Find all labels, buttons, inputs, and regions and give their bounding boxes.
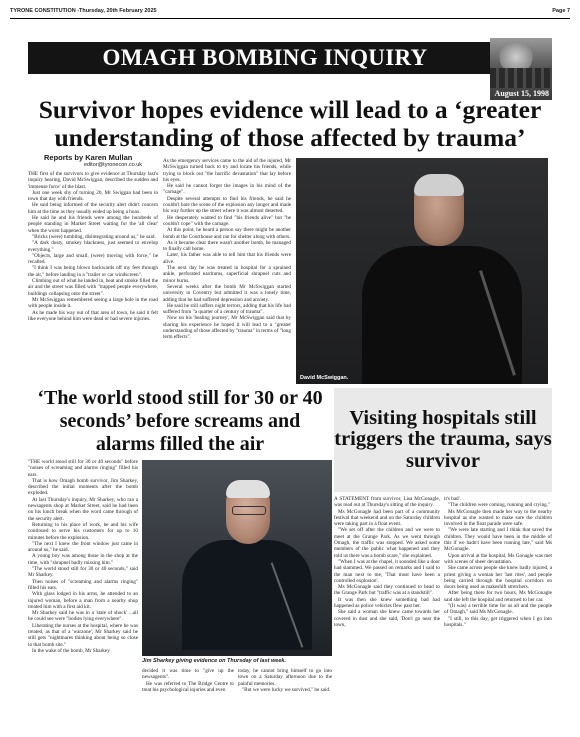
paragraph: decided it was time to "give up the newsagents". <box>142 668 234 681</box>
byline-email: editor@tyronecon.co.uk <box>83 162 142 168</box>
header-page-number: Page 7 <box>552 8 570 14</box>
paragraph: "The world stood still for 30 or 40 seconds," said Mr Sharkey. <box>28 566 138 579</box>
paragraph: Mr Sharkey said he was in a 'state of shock' ...all he could see were "bodies lying everywhere". <box>28 610 138 623</box>
paragraph: At last Thursday's inquiry, Mr Sharkey, who ran a newsagents shop at Market Street, said he had been on his lunch break when the word came through of the security alert. <box>28 496 138 522</box>
paragraph: "Bricks (were) tumbling, disintegrating around us," he said. <box>32 233 156 240</box>
paragraph: today, he cannot bring himself to go into town on a Saturday afternoon due to the painful memories. <box>238 668 332 687</box>
story2-col2 <box>142 668 234 734</box>
photo-caption-sharkey: Jim Sharkey giving evidence on Thursday of last week. <box>142 658 286 664</box>
paragraph: Now on his 'healing journey', Mr McSwiggan said that by sharing his experience he hoped it will lead to a "greater understanding of those affected by "trauma" in terms of "long term effects". <box>163 315 291 341</box>
paragraph: At this point, he heard a person say there might be another bomb at the Courthouse and ran for shelter along with others. <box>163 227 291 240</box>
paragraph: "The next I knew the front window just came in around us," he said. <box>28 540 138 554</box>
paragraph: As the emergency services came to the aid of the injured, Mr McSwiggan turned back to try and locate his friends, while trying to block out "the horrific devastation" that lay before his eyes. <box>163 158 291 183</box>
paragraph: Liberating the nurses at the hospital, where he was treated, as that of a 'warzone', Mr Sharkey said he still gets "nightmares thinking about being so close to that bomb site." <box>28 622 138 648</box>
paragraph: Ms McGonagle then made her way to the nearby hospital as she wanted to make sure the children involved in the float parade were safe. <box>444 508 552 528</box>
paragraph: In the wake of the bomb, Mr Sharkey <box>32 647 110 654</box>
figure-hair <box>226 480 270 498</box>
paragraph: She came across people she knew badly injured, a priest giving a woman her 'last rites', and people being carried through the hospital corridors on doors being used as makeshift stretchers. <box>444 565 552 591</box>
paragraph: A young boy was among those in the shop at the time, with "shrapnel badly missing him." <box>28 553 138 566</box>
story3-col1 <box>334 496 440 734</box>
paragraph: Ms McGonagle had been part of a community festival that weekend and on the Saturday children were taking part in a float event. <box>334 508 440 528</box>
paragraph: Ms McGonagle said they continued to head to the Grange Park but "traffic was at a standstill". <box>334 584 440 597</box>
story1-col2 <box>163 158 291 385</box>
paragraph: As he made his way out of that area of town, he said it felt like everyone behind him were dead or had severe injuries. <box>28 309 158 322</box>
paragraph: With glass lodged in his arms, he attended to an injured woman, before a man from a nearby shop treated him with a first aid kit. <box>28 591 138 610</box>
paragraph: Then noises of "screaming and alarms ringing" filled his ears. <box>28 578 138 591</box>
glasses <box>232 506 266 515</box>
paragraph: A STATEMENT from survivor, Lisa McGonagle, was read out at Thursday's sitting of the inquiry. <box>334 496 440 509</box>
paragraph: He said he still suffers night terrors, adding that his life had suffered from "a quarter of a century of trauma". <box>163 302 291 316</box>
paragraph: "A dark dusty, smokey blackness, just seemed to envelop everything." <box>28 240 158 253</box>
paragraph: Upon arrival at the hospital, Ms Gonagle was met with scenes of sheer devastation. <box>444 552 552 565</box>
paragraph: She said a woman she knew came towards her covered in dust and she said, 'Don't go near the town, <box>334 609 440 628</box>
paragraph: "I still, to this day, get triggered when I go into hospitals." <box>444 615 552 628</box>
paragraph: "When I was at the chapel, it sounded like a door had slammed. We passed on remarks and I said to the man next to me, 'That must have been a controlled explosion'. <box>334 558 440 584</box>
section-banner <box>28 42 502 74</box>
figure-body <box>362 246 522 384</box>
paragraph: The next day he was treated in hospital for a sprained ankle, perforated eardrums, superficial shrapnel cuts and minor burns. <box>163 265 291 284</box>
photo-jim-sharkey <box>142 460 332 656</box>
paragraph: Mr McSwiggan remembered seeing a large hole in the road with people inside it. <box>28 296 158 310</box>
story3-col2 <box>444 496 552 734</box>
third-headline-box <box>334 388 552 492</box>
story1-col1 <box>28 171 158 385</box>
paragraph: Despite several attempts to find his friends, he said he couldn't bare the scene of the explosion any longer and made his way further up the street where it was almost deserted. <box>163 195 291 215</box>
paragraph: Climbing out of what he landed in, heat and smoke filled the air and the street was filled with "trapped people everywhere, buildings collapsing onto the street". <box>28 278 158 297</box>
paragraph: After being there for two hours, Ms McGonagle said she left the hospital and returned to her car. <box>444 590 552 603</box>
paragraph: "Objects, large and small, (were) moving with force," he recalled. <box>28 252 158 266</box>
paragraph: "THE world stood still for 30 or 40 seconds" before "noises of screaming and alarms ringing" filled his ears. <box>28 459 138 478</box>
paragraph: That is how Omagh bomb survivor, Jim Sharkey, described the initial moments after the bomb exploded. <box>28 477 138 497</box>
paragraph: "(It was) a terrible time for us all and the people of Omagh," said Ms McGonagle. <box>444 603 552 616</box>
paragraph: "We set off after the children and we were to meet at the Grange Park. As we went through Omagh, the traffic was stopped. We asked some members of the public what happened and they told us there was a bomb scare," she explained. <box>334 527 440 559</box>
paragraph: "But we were lucky we survived," he said. <box>242 686 331 693</box>
paragraph: Several weeks after the bomb Mr McSwiggan started university in Coventry but admitted it was a lonely time, adding that he had suffered depression and anxiety. <box>163 283 291 303</box>
story2-col3 <box>238 668 332 734</box>
paragraph: As it became clear there wasn't another bomb, he managed to finally call home. <box>163 239 291 253</box>
paragraph: Returning to his place of work, he and his wife continued to serve his customers for up to 10 minutes before the explosion. <box>28 521 138 541</box>
paragraph: He was referred to The Bridge Centre to treat his psychological injuries and even <box>142 680 234 693</box>
paragraph: "We were late starting and I think that saved the children. They would have been in the middle of this if we hadn't have been running late," said Ms McGonagle. <box>444 527 552 553</box>
photo-date: August 15, 1998 <box>494 89 549 98</box>
paragraph: Later, his father was able to tell him that his friends were alive. <box>163 252 291 265</box>
paragraph: Just one week shy of turning 20, Mr Swiggan had been in town that day with friends. <box>28 189 158 203</box>
header-publication: TYRONE CONSTITUTION -Thursday, 20th February 2025 <box>10 8 157 14</box>
page-header <box>10 4 570 19</box>
byline <box>44 153 142 168</box>
main-headline: Survivor hopes evidence will lead to a ‘greater understanding of those affected by trauma’ <box>38 95 542 152</box>
figure-body <box>182 540 312 650</box>
story2-col1 <box>28 459 138 734</box>
bombing-photo <box>490 38 552 100</box>
banner-title: OMAGH BOMBING INQUIRY <box>102 45 428 70</box>
paragraph: "I think I was being blown backwards off my feet through the air," before landing in a "trailer or car windscreen". <box>28 265 158 278</box>
second-headline: ‘The world stood still for 30 or 40 seconds’ before screams and alarms filled the air <box>37 387 323 455</box>
paragraph: THE first of the survivors to give evidence at Thursday last's inquiry hearing, David McSwiggan, described the sudden and 'immense force' of the blast. <box>28 171 158 190</box>
photo-caption: David McSwiggan. <box>300 375 349 381</box>
paragraph: He said he cannot forget the images in his mind of the "carnage". <box>163 183 291 196</box>
paragraph: It was then she knew something bad had happened as police vehicles flew past her. <box>334 596 440 610</box>
paragraph: "The children were coming, running and crying." <box>448 502 551 509</box>
paragraph: He desperately wanted to find "his friends alive" but "he couldn't cope" with the carnage. <box>163 214 291 227</box>
paragraph: He said being informed of the security alert didn't concern him at the time as they usually ended up being a hoax. <box>28 202 158 215</box>
figure-hair <box>414 174 464 196</box>
buildings <box>490 68 552 88</box>
paragraph: it's bad'. <box>444 496 461 502</box>
byline-author: Reports by Karen Mullan <box>44 153 133 162</box>
paragraph: He said he and his friends were among the hundreds of people standing in Market Street waiting for the 'all clear' when the worst happened. <box>28 215 158 234</box>
photo-david-mcswiggan <box>296 158 548 384</box>
third-headline: Visiting hospitals still triggers the trauma, says survivor <box>334 406 552 472</box>
